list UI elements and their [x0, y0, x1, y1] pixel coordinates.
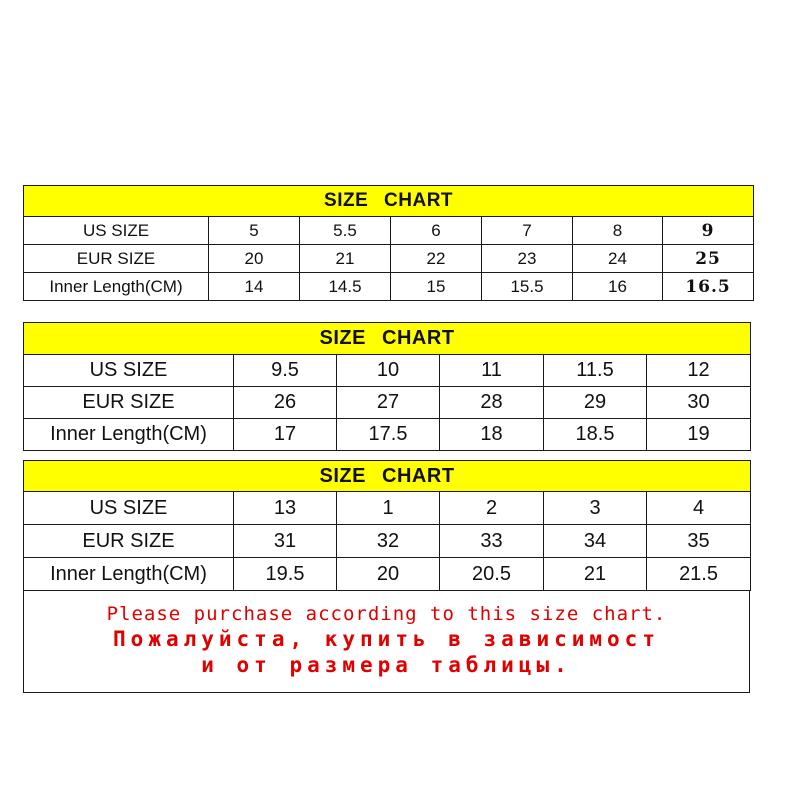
- table-cell: 17: [234, 419, 337, 451]
- table-cell: 18.5: [544, 419, 647, 451]
- table-cell: 20: [337, 558, 440, 591]
- table-cell: 10: [337, 355, 440, 387]
- table-cell: 3: [544, 492, 647, 525]
- table-cell: 1: [337, 492, 440, 525]
- row-label: US SIZE: [24, 492, 234, 525]
- us-size-row: [24, 217, 754, 245]
- row-label: US SIZE: [24, 355, 234, 387]
- table-cell: 26: [234, 387, 337, 419]
- table-cell: 22: [391, 245, 482, 273]
- table-cell: 9: [663, 217, 754, 245]
- table-cell: 9.5: [234, 355, 337, 387]
- row-label: US SIZE: [24, 217, 209, 245]
- table-cell: 21.5: [647, 558, 751, 591]
- eur-size-row: [24, 525, 751, 558]
- table-cell: 8: [573, 217, 663, 245]
- inner-length-row: [24, 419, 751, 451]
- row-label: EUR SIZE: [24, 245, 209, 273]
- table-cell: 33: [440, 525, 544, 558]
- table-cell: 12: [647, 355, 751, 387]
- table-header-row: [24, 323, 751, 355]
- table-cell: 11.5: [544, 355, 647, 387]
- row-label: EUR SIZE: [24, 387, 234, 419]
- table-cell: 18: [440, 419, 544, 451]
- inner-length-row: [24, 273, 754, 301]
- table-title: SIZE CHART: [24, 186, 754, 217]
- table-cell: 4: [647, 492, 751, 525]
- table-cell: 19: [647, 419, 751, 451]
- table-cell: 14: [209, 273, 300, 301]
- table-cell: 30: [647, 387, 751, 419]
- eur-size-row: [24, 387, 751, 419]
- row-label: EUR SIZE: [24, 525, 234, 558]
- size-chart-table-1: [23, 185, 754, 301]
- table-cell: 5.5: [300, 217, 391, 245]
- table-cell: 34: [544, 525, 647, 558]
- table-cell: 23: [482, 245, 573, 273]
- notice-line-russian-1: Пожалуйста, купить в зависимост: [113, 627, 660, 651]
- row-label: Inner Length(CM): [24, 558, 234, 591]
- table-cell: 11: [440, 355, 544, 387]
- table-cell: 31: [234, 525, 337, 558]
- table-cell: 21: [300, 245, 391, 273]
- table-cell: 20.5: [440, 558, 544, 591]
- size-chart-table-3: [23, 460, 751, 591]
- table-cell: 24: [573, 245, 663, 273]
- table-cell: 32: [337, 525, 440, 558]
- table-title: SIZE CHART: [24, 461, 751, 492]
- table-cell: 28: [440, 387, 544, 419]
- table-cell: 14.5: [300, 273, 391, 301]
- table-cell: 20: [209, 245, 300, 273]
- size-chart-table-2: [23, 322, 751, 451]
- table-cell: 27: [337, 387, 440, 419]
- table-header-row: [24, 461, 751, 492]
- table-cell: 29: [544, 387, 647, 419]
- table-cell: 21: [544, 558, 647, 591]
- notice-line-english: Please purchase according to this size chart.: [106, 603, 667, 625]
- inner-length-row: [24, 558, 751, 591]
- table-title: SIZE CHART: [24, 323, 751, 355]
- table-cell: 2: [440, 492, 544, 525]
- notice-line-russian-2: и от размера таблицы.: [201, 653, 572, 677]
- eur-size-row: [24, 245, 754, 273]
- table-cell: 25: [663, 245, 754, 273]
- purchase-notice: [23, 591, 750, 693]
- table-cell: 6: [391, 217, 482, 245]
- table-cell: 13: [234, 492, 337, 525]
- table-header-row: [24, 186, 754, 217]
- us-size-row: [24, 492, 751, 525]
- table-cell: 16.5: [663, 273, 754, 301]
- table-cell: 5: [209, 217, 300, 245]
- table-cell: 35: [647, 525, 751, 558]
- table-cell: 15.5: [482, 273, 573, 301]
- row-label: Inner Length(CM): [24, 273, 209, 301]
- table-cell: 15: [391, 273, 482, 301]
- table-cell: 16: [573, 273, 663, 301]
- table-cell: 17.5: [337, 419, 440, 451]
- table-cell: 7: [482, 217, 573, 245]
- table-cell: 19.5: [234, 558, 337, 591]
- us-size-row: [24, 355, 751, 387]
- row-label: Inner Length(CM): [24, 419, 234, 451]
